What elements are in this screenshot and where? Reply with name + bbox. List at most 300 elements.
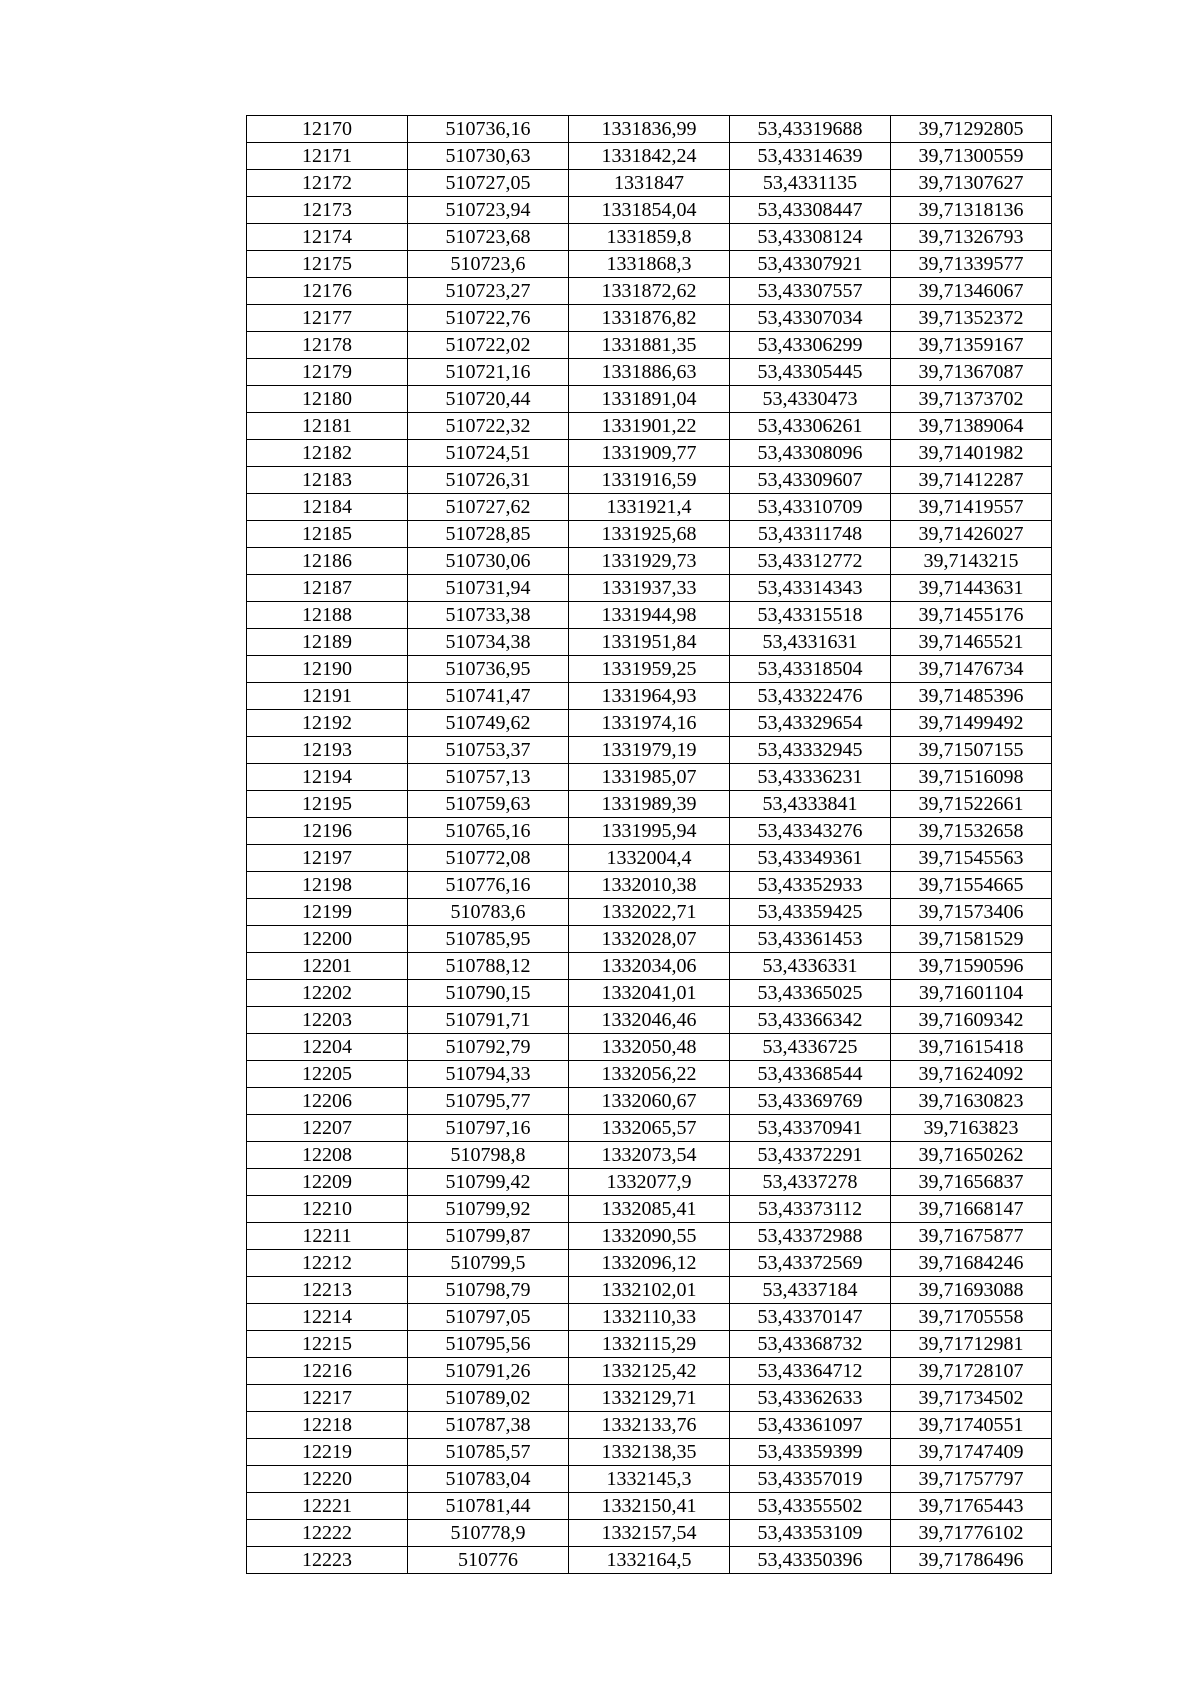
- table-row: [247, 683, 1052, 710]
- y-coordinate-cell: 1331995,94: [569, 818, 730, 845]
- point-number-cell: 12220: [247, 1466, 408, 1493]
- point-number-cell: 12213: [247, 1277, 408, 1304]
- latitude-cell: 53,43332945: [730, 737, 891, 764]
- table-row: [247, 332, 1052, 359]
- y-coordinate-cell: 1332041,01: [569, 980, 730, 1007]
- point-number-cell: 12180: [247, 386, 408, 413]
- table-row: [247, 845, 1052, 872]
- latitude-cell: 53,43353109: [730, 1520, 891, 1547]
- longitude-cell: 39,71412287: [891, 467, 1052, 494]
- x-coordinate-cell: 510765,16: [408, 818, 569, 845]
- y-coordinate-cell: 1331876,82: [569, 305, 730, 332]
- table-row: [247, 1250, 1052, 1277]
- table-row: [247, 467, 1052, 494]
- x-coordinate-cell: 510798,79: [408, 1277, 569, 1304]
- x-coordinate-cell: 510726,31: [408, 467, 569, 494]
- x-coordinate-cell: 510723,27: [408, 278, 569, 305]
- point-number-cell: 12205: [247, 1061, 408, 1088]
- table-row: [247, 926, 1052, 953]
- longitude-cell: 39,71507155: [891, 737, 1052, 764]
- table-row: [247, 629, 1052, 656]
- y-coordinate-cell: 1331921,4: [569, 494, 730, 521]
- x-coordinate-cell: 510730,06: [408, 548, 569, 575]
- x-coordinate-cell: 510724,51: [408, 440, 569, 467]
- table-row: [247, 521, 1052, 548]
- x-coordinate-cell: 510798,8: [408, 1142, 569, 1169]
- point-number-cell: 12215: [247, 1331, 408, 1358]
- longitude-cell: 39,71389064: [891, 413, 1052, 440]
- longitude-cell: 39,71292805: [891, 116, 1052, 143]
- y-coordinate-cell: 1331944,98: [569, 602, 730, 629]
- longitude-cell: 39,71455176: [891, 602, 1052, 629]
- longitude-cell: 39,71668147: [891, 1196, 1052, 1223]
- point-number-cell: 12174: [247, 224, 408, 251]
- latitude-cell: 53,43306299: [730, 332, 891, 359]
- x-coordinate-cell: 510783,04: [408, 1466, 569, 1493]
- table-row: [247, 1196, 1052, 1223]
- latitude-cell: 53,43308124: [730, 224, 891, 251]
- x-coordinate-cell: 510799,92: [408, 1196, 569, 1223]
- x-coordinate-cell: 510741,47: [408, 683, 569, 710]
- point-number-cell: 12173: [247, 197, 408, 224]
- x-coordinate-cell: 510791,71: [408, 1007, 569, 1034]
- longitude-cell: 39,71615418: [891, 1034, 1052, 1061]
- longitude-cell: 39,71705558: [891, 1304, 1052, 1331]
- y-coordinate-cell: 1332090,55: [569, 1223, 730, 1250]
- longitude-cell: 39,71499492: [891, 710, 1052, 737]
- latitude-cell: 53,43307921: [730, 251, 891, 278]
- y-coordinate-cell: 1332115,29: [569, 1331, 730, 1358]
- point-number-cell: 12202: [247, 980, 408, 1007]
- y-coordinate-cell: 1331881,35: [569, 332, 730, 359]
- longitude-cell: 39,71609342: [891, 1007, 1052, 1034]
- point-number-cell: 12217: [247, 1385, 408, 1412]
- table-row: [247, 305, 1052, 332]
- latitude-cell: 53,43336231: [730, 764, 891, 791]
- point-number-cell: 12212: [247, 1250, 408, 1277]
- longitude-cell: 39,71401982: [891, 440, 1052, 467]
- x-coordinate-cell: 510722,32: [408, 413, 569, 440]
- x-coordinate-cell: 510787,38: [408, 1412, 569, 1439]
- longitude-cell: 39,71630823: [891, 1088, 1052, 1115]
- y-coordinate-cell: 1332157,54: [569, 1520, 730, 1547]
- latitude-cell: 53,43314343: [730, 575, 891, 602]
- latitude-cell: 53,43355502: [730, 1493, 891, 1520]
- y-coordinate-cell: 1332022,71: [569, 899, 730, 926]
- point-number-cell: 12186: [247, 548, 408, 575]
- x-coordinate-cell: 510789,02: [408, 1385, 569, 1412]
- point-number-cell: 12196: [247, 818, 408, 845]
- latitude-cell: 53,43370147: [730, 1304, 891, 1331]
- latitude-cell: 53,43322476: [730, 683, 891, 710]
- table-row: [247, 899, 1052, 926]
- longitude-cell: 39,71684246: [891, 1250, 1052, 1277]
- point-number-cell: 12171: [247, 143, 408, 170]
- table-row: [247, 1115, 1052, 1142]
- point-number-cell: 12191: [247, 683, 408, 710]
- longitude-cell: 39,71581529: [891, 926, 1052, 953]
- point-number-cell: 12192: [247, 710, 408, 737]
- point-number-cell: 12189: [247, 629, 408, 656]
- table-row: [247, 1331, 1052, 1358]
- table-row: [247, 1385, 1052, 1412]
- longitude-cell: 39,71675877: [891, 1223, 1052, 1250]
- longitude-cell: 39,71443631: [891, 575, 1052, 602]
- longitude-cell: 39,71419557: [891, 494, 1052, 521]
- y-coordinate-cell: 1332125,42: [569, 1358, 730, 1385]
- y-coordinate-cell: 1332138,35: [569, 1439, 730, 1466]
- table-row: [247, 278, 1052, 305]
- latitude-cell: 53,43350396: [730, 1547, 891, 1574]
- latitude-cell: 53,4331135: [730, 170, 891, 197]
- latitude-cell: 53,4337184: [730, 1277, 891, 1304]
- y-coordinate-cell: 1331929,73: [569, 548, 730, 575]
- y-coordinate-cell: 1331859,8: [569, 224, 730, 251]
- table-row: [247, 791, 1052, 818]
- x-coordinate-cell: 510794,33: [408, 1061, 569, 1088]
- longitude-cell: 39,71624092: [891, 1061, 1052, 1088]
- table-row: [247, 1277, 1052, 1304]
- latitude-cell: 53,4333841: [730, 791, 891, 818]
- y-coordinate-cell: 1331916,59: [569, 467, 730, 494]
- table-row: [247, 575, 1052, 602]
- y-coordinate-cell: 1331989,39: [569, 791, 730, 818]
- latitude-cell: 53,43308447: [730, 197, 891, 224]
- table-row: [247, 710, 1052, 737]
- longitude-cell: 39,71359167: [891, 332, 1052, 359]
- x-coordinate-cell: 510722,02: [408, 332, 569, 359]
- x-coordinate-cell: 510720,44: [408, 386, 569, 413]
- point-number-cell: 12223: [247, 1547, 408, 1574]
- table-row: [247, 737, 1052, 764]
- point-number-cell: 12211: [247, 1223, 408, 1250]
- longitude-cell: 39,71650262: [891, 1142, 1052, 1169]
- point-number-cell: 12170: [247, 116, 408, 143]
- table-row: [247, 143, 1052, 170]
- point-number-cell: 12194: [247, 764, 408, 791]
- latitude-cell: 53,4331631: [730, 629, 891, 656]
- y-coordinate-cell: 1332096,12: [569, 1250, 730, 1277]
- latitude-cell: 53,43361097: [730, 1412, 891, 1439]
- latitude-cell: 53,43308096: [730, 440, 891, 467]
- latitude-cell: 53,43357019: [730, 1466, 891, 1493]
- x-coordinate-cell: 510723,68: [408, 224, 569, 251]
- point-number-cell: 12209: [247, 1169, 408, 1196]
- y-coordinate-cell: 1332004,4: [569, 845, 730, 872]
- point-number-cell: 12208: [247, 1142, 408, 1169]
- point-number-cell: 12190: [247, 656, 408, 683]
- latitude-cell: 53,43352933: [730, 872, 891, 899]
- longitude-cell: 39,71485396: [891, 683, 1052, 710]
- latitude-cell: 53,43364712: [730, 1358, 891, 1385]
- table-row: [247, 1061, 1052, 1088]
- point-number-cell: 12222: [247, 1520, 408, 1547]
- table-row: [247, 494, 1052, 521]
- longitude-cell: 39,71765443: [891, 1493, 1052, 1520]
- longitude-cell: 39,71728107: [891, 1358, 1052, 1385]
- table-row: [247, 1007, 1052, 1034]
- table-row: [247, 413, 1052, 440]
- latitude-cell: 53,43359425: [730, 899, 891, 926]
- point-number-cell: 12182: [247, 440, 408, 467]
- longitude-cell: 39,71476734: [891, 656, 1052, 683]
- longitude-cell: 39,7163823: [891, 1115, 1052, 1142]
- x-coordinate-cell: 510799,42: [408, 1169, 569, 1196]
- point-number-cell: 12185: [247, 521, 408, 548]
- y-coordinate-cell: 1332010,38: [569, 872, 730, 899]
- x-coordinate-cell: 510757,13: [408, 764, 569, 791]
- table-row: [247, 1169, 1052, 1196]
- longitude-cell: 39,71712981: [891, 1331, 1052, 1358]
- latitude-cell: 53,43368544: [730, 1061, 891, 1088]
- point-number-cell: 12219: [247, 1439, 408, 1466]
- y-coordinate-cell: 1332110,33: [569, 1304, 730, 1331]
- longitude-cell: 39,71373702: [891, 386, 1052, 413]
- x-coordinate-cell: 510785,95: [408, 926, 569, 953]
- longitude-cell: 39,71656837: [891, 1169, 1052, 1196]
- longitude-cell: 39,71465521: [891, 629, 1052, 656]
- x-coordinate-cell: 510776,16: [408, 872, 569, 899]
- longitude-cell: 39,71516098: [891, 764, 1052, 791]
- y-coordinate-cell: 1331959,25: [569, 656, 730, 683]
- y-coordinate-cell: 1332028,07: [569, 926, 730, 953]
- point-number-cell: 12188: [247, 602, 408, 629]
- latitude-cell: 53,43307034: [730, 305, 891, 332]
- latitude-cell: 53,4336331: [730, 953, 891, 980]
- latitude-cell: 53,43305445: [730, 359, 891, 386]
- table-row: [247, 1034, 1052, 1061]
- y-coordinate-cell: 1331872,62: [569, 278, 730, 305]
- latitude-cell: 53,43310709: [730, 494, 891, 521]
- point-number-cell: 12177: [247, 305, 408, 332]
- latitude-cell: 53,43359399: [730, 1439, 891, 1466]
- y-coordinate-cell: 1332164,5: [569, 1547, 730, 1574]
- table-row: [247, 116, 1052, 143]
- latitude-cell: 53,43369769: [730, 1088, 891, 1115]
- x-coordinate-cell: 510728,85: [408, 521, 569, 548]
- x-coordinate-cell: 510730,63: [408, 143, 569, 170]
- latitude-cell: 53,43329654: [730, 710, 891, 737]
- x-coordinate-cell: 510776: [408, 1547, 569, 1574]
- latitude-cell: 53,43315518: [730, 602, 891, 629]
- y-coordinate-cell: 1331909,77: [569, 440, 730, 467]
- point-number-cell: 12214: [247, 1304, 408, 1331]
- point-number-cell: 12203: [247, 1007, 408, 1034]
- latitude-cell: 53,43309607: [730, 467, 891, 494]
- longitude-cell: 39,71346067: [891, 278, 1052, 305]
- x-coordinate-cell: 510778,9: [408, 1520, 569, 1547]
- point-number-cell: 12207: [247, 1115, 408, 1142]
- point-number-cell: 12179: [247, 359, 408, 386]
- x-coordinate-cell: 510785,57: [408, 1439, 569, 1466]
- x-coordinate-cell: 510736,16: [408, 116, 569, 143]
- point-number-cell: 12183: [247, 467, 408, 494]
- point-number-cell: 12193: [247, 737, 408, 764]
- y-coordinate-cell: 1331854,04: [569, 197, 730, 224]
- latitude-cell: 53,4336725: [730, 1034, 891, 1061]
- point-number-cell: 12197: [247, 845, 408, 872]
- x-coordinate-cell: 510795,56: [408, 1331, 569, 1358]
- point-number-cell: 12199: [247, 899, 408, 926]
- point-number-cell: 12201: [247, 953, 408, 980]
- y-coordinate-cell: 1332050,48: [569, 1034, 730, 1061]
- latitude-cell: 53,43307557: [730, 278, 891, 305]
- y-coordinate-cell: 1332150,41: [569, 1493, 730, 1520]
- longitude-cell: 39,71339577: [891, 251, 1052, 278]
- table-row: [247, 359, 1052, 386]
- x-coordinate-cell: 510722,76: [408, 305, 569, 332]
- table-row: [247, 224, 1052, 251]
- point-number-cell: 12198: [247, 872, 408, 899]
- coordinates-table: [246, 115, 1052, 1574]
- y-coordinate-cell: 1332073,54: [569, 1142, 730, 1169]
- point-number-cell: 12175: [247, 251, 408, 278]
- point-number-cell: 12221: [247, 1493, 408, 1520]
- longitude-cell: 39,71693088: [891, 1277, 1052, 1304]
- longitude-cell: 39,71426027: [891, 521, 1052, 548]
- latitude-cell: 53,43312772: [730, 548, 891, 575]
- longitude-cell: 39,71740551: [891, 1412, 1052, 1439]
- x-coordinate-cell: 510781,44: [408, 1493, 569, 1520]
- table-row: [247, 197, 1052, 224]
- latitude-cell: 53,43311748: [730, 521, 891, 548]
- x-coordinate-cell: 510797,16: [408, 1115, 569, 1142]
- latitude-cell: 53,43319688: [730, 116, 891, 143]
- y-coordinate-cell: 1332085,41: [569, 1196, 730, 1223]
- longitude-cell: 39,71532658: [891, 818, 1052, 845]
- table-row: [247, 602, 1052, 629]
- table-row: [247, 656, 1052, 683]
- y-coordinate-cell: 1332133,76: [569, 1412, 730, 1439]
- latitude-cell: 53,4337278: [730, 1169, 891, 1196]
- point-number-cell: 12218: [247, 1412, 408, 1439]
- y-coordinate-cell: 1331979,19: [569, 737, 730, 764]
- table-row: [247, 1304, 1052, 1331]
- table-row: [247, 548, 1052, 575]
- longitude-cell: 39,71573406: [891, 899, 1052, 926]
- y-coordinate-cell: 1331868,3: [569, 251, 730, 278]
- latitude-cell: 53,43372291: [730, 1142, 891, 1169]
- table-row: [247, 764, 1052, 791]
- x-coordinate-cell: 510772,08: [408, 845, 569, 872]
- y-coordinate-cell: 1332034,06: [569, 953, 730, 980]
- latitude-cell: 53,43362633: [730, 1385, 891, 1412]
- x-coordinate-cell: 510799,87: [408, 1223, 569, 1250]
- x-coordinate-cell: 510753,37: [408, 737, 569, 764]
- point-number-cell: 12195: [247, 791, 408, 818]
- coordinates-table-body: [247, 116, 1052, 1574]
- y-coordinate-cell: 1331891,04: [569, 386, 730, 413]
- longitude-cell: 39,71300559: [891, 143, 1052, 170]
- table-row: [247, 1547, 1052, 1574]
- point-number-cell: 12210: [247, 1196, 408, 1223]
- x-coordinate-cell: 510727,62: [408, 494, 569, 521]
- longitude-cell: 39,71590596: [891, 953, 1052, 980]
- longitude-cell: 39,71734502: [891, 1385, 1052, 1412]
- table-row: [247, 953, 1052, 980]
- table-row: [247, 440, 1052, 467]
- y-coordinate-cell: 1331964,93: [569, 683, 730, 710]
- y-coordinate-cell: 1332129,71: [569, 1385, 730, 1412]
- y-coordinate-cell: 1331842,24: [569, 143, 730, 170]
- point-number-cell: 12206: [247, 1088, 408, 1115]
- table-row: [247, 818, 1052, 845]
- x-coordinate-cell: 510723,6: [408, 251, 569, 278]
- x-coordinate-cell: 510721,16: [408, 359, 569, 386]
- latitude-cell: 53,43366342: [730, 1007, 891, 1034]
- point-number-cell: 12204: [247, 1034, 408, 1061]
- point-number-cell: 12187: [247, 575, 408, 602]
- x-coordinate-cell: 510788,12: [408, 953, 569, 980]
- longitude-cell: 39,71326793: [891, 224, 1052, 251]
- longitude-cell: 39,71554665: [891, 872, 1052, 899]
- table-row: [247, 980, 1052, 1007]
- x-coordinate-cell: 510731,94: [408, 575, 569, 602]
- table-row: [247, 872, 1052, 899]
- longitude-cell: 39,71352372: [891, 305, 1052, 332]
- x-coordinate-cell: 510734,38: [408, 629, 569, 656]
- table-row: [247, 1520, 1052, 1547]
- y-coordinate-cell: 1332056,22: [569, 1061, 730, 1088]
- y-coordinate-cell: 1331836,99: [569, 116, 730, 143]
- latitude-cell: 53,43306261: [730, 413, 891, 440]
- table-row: [247, 1358, 1052, 1385]
- point-number-cell: 12172: [247, 170, 408, 197]
- table-row: [247, 170, 1052, 197]
- x-coordinate-cell: 510749,62: [408, 710, 569, 737]
- point-number-cell: 12216: [247, 1358, 408, 1385]
- x-coordinate-cell: 510799,5: [408, 1250, 569, 1277]
- y-coordinate-cell: 1331886,63: [569, 359, 730, 386]
- table-row: [247, 1142, 1052, 1169]
- table-row: [247, 251, 1052, 278]
- y-coordinate-cell: 1332065,57: [569, 1115, 730, 1142]
- point-number-cell: 12184: [247, 494, 408, 521]
- point-number-cell: 12181: [247, 413, 408, 440]
- latitude-cell: 53,43361453: [730, 926, 891, 953]
- table-row: [247, 1412, 1052, 1439]
- y-coordinate-cell: 1331925,68: [569, 521, 730, 548]
- latitude-cell: 53,43318504: [730, 656, 891, 683]
- longitude-cell: 39,7143215: [891, 548, 1052, 575]
- x-coordinate-cell: 510792,79: [408, 1034, 569, 1061]
- point-number-cell: 12200: [247, 926, 408, 953]
- x-coordinate-cell: 510759,63: [408, 791, 569, 818]
- longitude-cell: 39,71776102: [891, 1520, 1052, 1547]
- table-row: [247, 1088, 1052, 1115]
- point-number-cell: 12178: [247, 332, 408, 359]
- x-coordinate-cell: 510733,38: [408, 602, 569, 629]
- longitude-cell: 39,71757797: [891, 1466, 1052, 1493]
- x-coordinate-cell: 510797,05: [408, 1304, 569, 1331]
- table-row: [247, 1466, 1052, 1493]
- y-coordinate-cell: 1332102,01: [569, 1277, 730, 1304]
- point-number-cell: 12176: [247, 278, 408, 305]
- table-row: [247, 386, 1052, 413]
- y-coordinate-cell: 1331985,07: [569, 764, 730, 791]
- table-row: [247, 1493, 1052, 1520]
- longitude-cell: 39,71367087: [891, 359, 1052, 386]
- latitude-cell: 53,43368732: [730, 1331, 891, 1358]
- longitude-cell: 39,71307627: [891, 170, 1052, 197]
- latitude-cell: 53,43373112: [730, 1196, 891, 1223]
- y-coordinate-cell: 1332046,46: [569, 1007, 730, 1034]
- latitude-cell: 53,43343276: [730, 818, 891, 845]
- longitude-cell: 39,71786496: [891, 1547, 1052, 1574]
- y-coordinate-cell: 1331974,16: [569, 710, 730, 737]
- longitude-cell: 39,71601104: [891, 980, 1052, 1007]
- y-coordinate-cell: 1331951,84: [569, 629, 730, 656]
